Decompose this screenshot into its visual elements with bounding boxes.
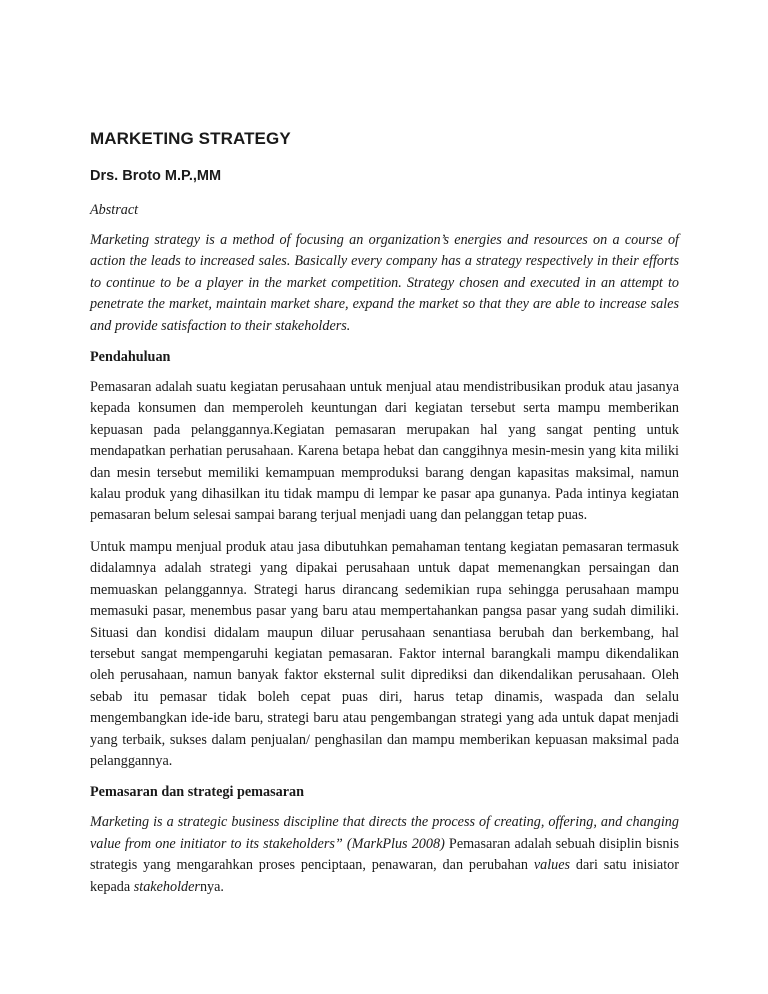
- abstract-paragraph: Marketing strategy is a method of focusing an organization’s energies and resources on a course of action the leads to increased sales. Basically every company has a strategy respectively in their efforts to continue to be a player in the market competition. Strategy chosen and executed in an attempt to penetrate the market, maintain market share, expand the market so that they are able to increase sales and provide satisfaction to their stakeholders.: [90, 232, 679, 334]
- values-term: values: [533, 857, 571, 874]
- pemasaran-strategi-paragraph: [90, 812, 679, 898]
- stakeholder-term: stakeholder: [133, 878, 200, 895]
- document-author: Drs. Broto M.P.,MM: [90, 168, 222, 184]
- abstract-heading: Abstract: [90, 202, 139, 218]
- pendahuluan-paragraph-2: Untuk mampu menjual produk atau jasa dibutuhkan pemahaman tentang kegiatan pemasaran termasuk didalamnya adalah strategi yang dipakai perusahaan untuk dapat memenangkan persaingan dan memuaskan pelanggannya. Strategi harus dirancang sedemikian rupa sehingga perusahaan mampu memasuki pasar, menembus pasar yang baru atau mempertahankan pangsa pasar yang sudah dimiliki. Situasi dan kondisi didalam maupun diluar perusahaan senantiasa berubah dan berkembang, hal tersebut sangat mempengaruhi kegiatan pemasaran. Faktor internal barangkali mampu dikendalikan oleh perusahaan, namun banyak faktor eksternal sulit diprediksi dan dikendalikan perusahaan. Oleh sebab itu pemasar tidak boleh cepat puas diri, harus tetap dinamis, waspada dan selalu mengembangkan ide-ide baru, strategi baru atau pengembangan strategi yang ada untuk dapat menjadi yang terbaik, sukses dalam penjualan/ penghasilan dan mampu memberikan kepuasan maksimal pada pelanggannya.: [90, 538, 679, 769]
- paragraph-text-part-3: nya.: [199, 878, 224, 895]
- section-heading-pemasaran-strategi: Pemasaran dan strategi pemasaran: [90, 784, 304, 801]
- document-title: MARKETING STRATEGY: [90, 129, 291, 148]
- paragraph-text-part-2: dari satu inisiator kepada: [90, 857, 679, 895]
- section-heading-pendahuluan: Pendahuluan: [90, 349, 171, 366]
- markplus-quote: Marketing is a strategic business discipline that directs the process of creating, offering, and changing value from one initiator to its stakeholders” (MarkPlus 2008): [90, 814, 679, 852]
- document-page: [90, 128, 679, 908]
- pendahuluan-paragraph-1: Pemasaran adalah suatu kegiatan perusahaan untuk menjual atau mendistribusikan produk atau jasanya kepada konsumen dan memperoleh keuntungan dari kegiatan tersebut serta mampu memberikan kepuasan pada pelanggannya.Kegiatan pemasaran merupakan hal yang sangat penting untuk mendapatkan perhatian perusahaan. Karena betapa hebat dan canggihnya mesin-mesin yang kita miliki dan mesin tersebut memiliki kemampuan memproduksi barang dengan kapasitas maksimal, namun kalau produk yang dihasilkan itu tidak mampu di lempar ke pasar apa gunanya. Pada intinya kegiatan pemasaran belum selesai sampai barang terjual menjadi uang dan pelanggan tetap puas.: [90, 379, 679, 524]
- paragraph-text-part-1: Pemasaran adalah sebuah disiplin bisnis strategis yang mengarahkan proses penciptaan, penawaran, dan perubahan: [90, 835, 679, 874]
